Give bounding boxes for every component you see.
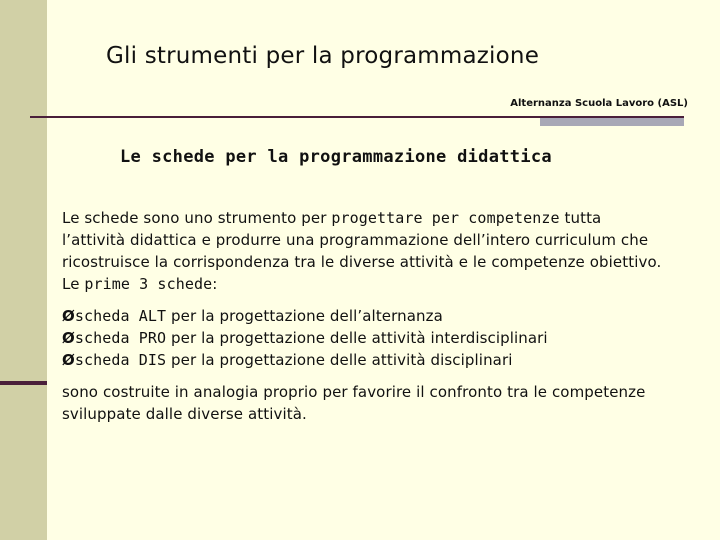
section-heading: Le schede per la programmazione didattica: [120, 147, 552, 167]
bullet-item-name: scheda PRO: [74, 329, 167, 347]
intro-text-1: Le schede sono uno strumento per: [62, 209, 332, 227]
bullet-item-alt: [62, 305, 662, 327]
bullet-item-desc: per la progettazione delle attività disciplinari: [166, 351, 513, 369]
bullet-item-desc: per la progettazione delle attività interdisciplinari: [166, 329, 548, 347]
intro-emphasis-2: prime 3 schede: [84, 275, 213, 293]
bullet-item-desc: per la progettazione dell’alternanza: [166, 307, 443, 325]
closing-paragraph: sono costruite in analogia proprio per favorire il confronto tra le competenze sviluppate dalle diverse attività.: [62, 383, 646, 423]
left-decorative-band: [0, 0, 47, 540]
bullet-item-name: scheda DIS: [74, 351, 167, 369]
intro-emphasis-1: progettare per competenze: [331, 209, 560, 227]
bullet-item-dis: [62, 349, 662, 371]
left-band-accent: [0, 381, 47, 385]
intro-text-2: tutta l’attività didattica e produrre una programmazione dell’intero curriculum che ricostruisce la corrispondenza tra le diverse attività e le competenze obiettivo. Le: [62, 209, 662, 293]
arrow-bullet-icon: Ø: [62, 351, 75, 369]
bullet-item-pro: [62, 327, 662, 349]
intro-text-3: :: [212, 275, 218, 293]
bullet-list: [62, 305, 662, 371]
intro-paragraph: [62, 207, 662, 295]
slide-title: Gli strumenti per la programmazione: [106, 43, 540, 69]
arrow-bullet-icon: Ø: [62, 329, 75, 347]
header-rule-accent: [540, 118, 684, 126]
arrow-bullet-icon: Ø: [62, 307, 75, 325]
bullet-item-name: scheda ALT: [74, 307, 167, 325]
slide-subtitle: Alternanza Scuola Lavoro (ASL): [510, 98, 688, 109]
